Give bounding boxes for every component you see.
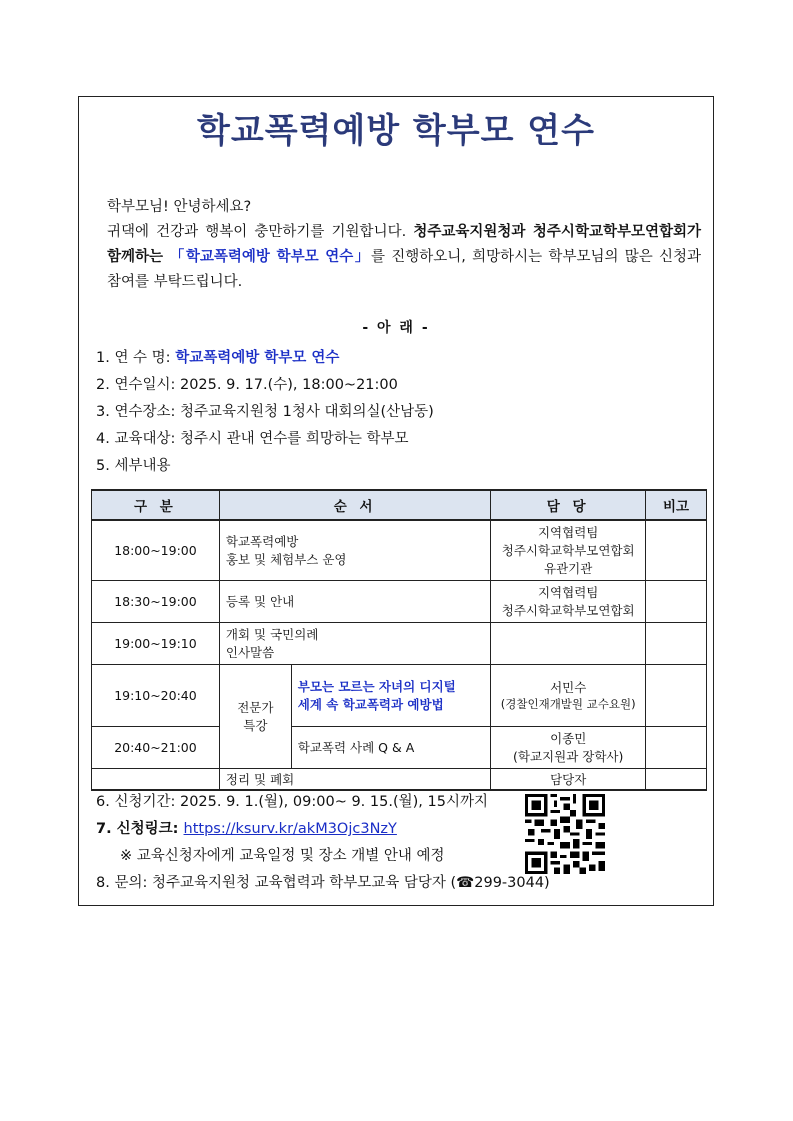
intro-section [91, 195, 701, 295]
row-note [646, 520, 707, 580]
header-division: 구 분 [92, 490, 220, 520]
intro-text-1: 귀댁에 건강과 행복이 충만하기를 기원합니다. [107, 224, 414, 240]
item-note: ※ 교육신청자에게 교육일정 및 장소 개별 안내 예정 [120, 848, 445, 864]
row-staff [491, 622, 646, 664]
notice-frame [78, 96, 714, 906]
row-time [92, 768, 220, 790]
item-datetime: 2. 연수일시: 2025. 9. 17.(수), 18:00~21:00 [96, 377, 398, 393]
item-program-name: 1. 연 수 명: 학교폭력예방 학부모 연수 [96, 350, 340, 366]
application-link[interactable]: https://ksurv.kr/akM3Ojc3NzY [183, 821, 397, 837]
header-staff: 담 당 [491, 490, 646, 520]
item-application-link: 7. 신청링크: https://ksurv.kr/akM3Ojc3NzY [96, 821, 397, 837]
item-contact: 8. 문의: 청주교육지원청 교육협력과 학부모교육 담당자 (☎299-3044) [96, 875, 550, 891]
row-time: 20:40~21:00 [92, 726, 220, 768]
table-row [92, 622, 707, 664]
table-row [92, 768, 707, 790]
section-divider: - 아 래 - [362, 320, 430, 336]
details-list [96, 345, 434, 480]
intro-paragraph [91, 220, 701, 295]
row-note [646, 768, 707, 790]
row-note [646, 664, 707, 726]
row-time: 18:30~19:00 [92, 580, 220, 622]
header-note: 비고 [646, 490, 707, 520]
row-note [646, 622, 707, 664]
greeting: 학부모님! 안녕하세요? [107, 199, 252, 215]
intro-program-name: 「학교폭력예방 학부모 연수」 [163, 249, 372, 265]
row-staff: 지역협력팀 청주시학교학부모연합회 유관기관 [491, 520, 646, 580]
intro-bold: 청주교육지원청과 청주시학교학부모연합회가 함께하는 [107, 224, 702, 265]
table-row [92, 520, 707, 580]
row-note [646, 726, 707, 768]
row-content: 부모는 모르는 자녀의 디지털 세계 속 학교폭력과 예방법 [291, 664, 491, 726]
row-content: 정리 및 폐회 [219, 768, 490, 790]
page-title: 학교폭력예방 학부모 연수 [197, 111, 595, 151]
row-content: 학교폭력 사례 Q & A [291, 726, 491, 768]
row-time: 19:00~19:10 [92, 622, 220, 664]
item-details-heading: 5. 세부내용 [96, 458, 171, 474]
table-row [92, 726, 707, 768]
schedule-table [91, 489, 707, 791]
item-location: 3. 연수장소: 청주교육지원청 1청사 대회의실(산남동) [96, 404, 434, 420]
row-time: 18:00~19:00 [92, 520, 220, 580]
item-audience: 4. 교육대상: 청주시 관내 연수를 희망하는 학부모 [96, 431, 409, 447]
table-row [92, 580, 707, 622]
row-staff: 이종민 (학교지원과 장학사) [491, 726, 646, 768]
row-note [646, 580, 707, 622]
row-staff: 담당자 [491, 768, 646, 790]
header-order: 순 서 [219, 490, 490, 520]
table-row [92, 664, 707, 726]
intro-text-2: 를 진행하오니, 희망하시는 학부모님의 많은 신청과 참여를 부탁드립니다. [107, 249, 701, 290]
item-application-period: 6. 신청기간: 2025. 9. 1.(월), 09:00~ 9. 15.(월), 15시까지 [96, 794, 488, 810]
table-header-row [92, 490, 707, 520]
row-staff: 서민수 (경찰인재개발원 교수요원) [491, 664, 646, 726]
application-info [96, 789, 550, 897]
row-staff: 지역협력팀 청주시학교학부모연합회 [491, 580, 646, 622]
special-lecture-label: 전문가 특강 [219, 664, 291, 768]
row-content: 등록 및 안내 [219, 580, 490, 622]
row-content: 학교폭력예방 홍보 및 체험부스 운영 [219, 520, 490, 580]
row-content: 개회 및 국민의례 인사말씀 [219, 622, 490, 664]
qr-code-icon[interactable] [525, 794, 605, 874]
row-time: 19:10~20:40 [92, 664, 220, 726]
